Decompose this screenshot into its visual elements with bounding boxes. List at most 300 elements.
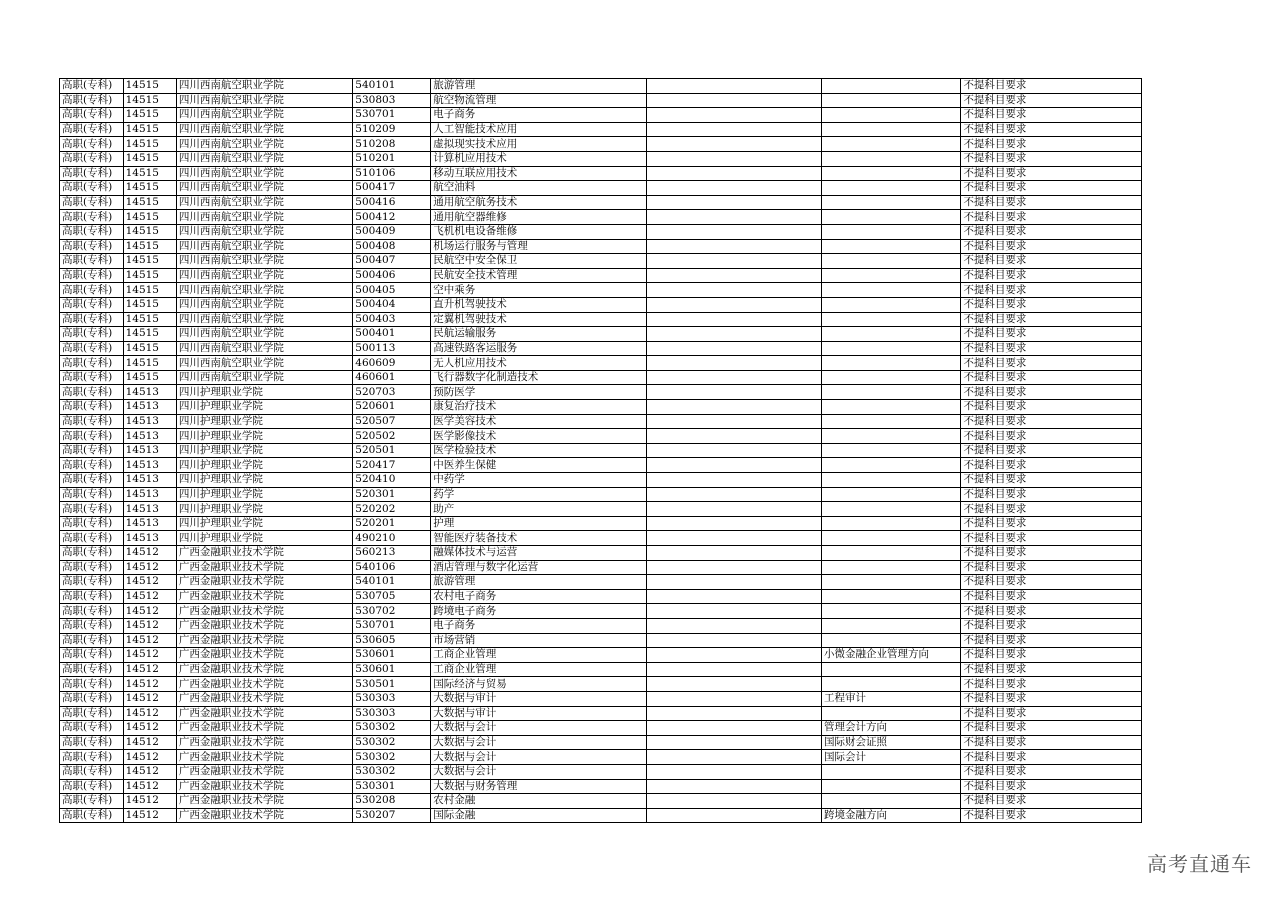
school-code-cell: 14512 <box>123 589 176 604</box>
direction-cell <box>821 210 960 225</box>
school-name-cell: 四川西南航空职业学院 <box>176 122 352 137</box>
school-name-cell: 四川西南航空职业学院 <box>176 181 352 196</box>
school-name-cell: 四川西南航空职业学院 <box>176 327 352 342</box>
major-name-cell: 大数据与审计 <box>431 691 646 706</box>
major-name-cell: 民航空中安全保卫 <box>431 254 646 269</box>
major-name-cell: 药学 <box>431 487 646 502</box>
school-code-cell: 14515 <box>123 341 176 356</box>
table-row <box>60 516 1142 531</box>
school-name-cell: 四川护理职业学院 <box>176 429 352 444</box>
remark-cell <box>646 735 821 750</box>
major-name-cell: 市场营销 <box>431 633 646 648</box>
table-row <box>60 108 1142 123</box>
school-name-cell: 四川西南航空职业学院 <box>176 79 352 94</box>
table-row <box>60 691 1142 706</box>
major-name-cell: 空中乘务 <box>431 283 646 298</box>
school-name-cell: 广西金融职业技术学院 <box>176 808 352 823</box>
remark-cell <box>646 195 821 210</box>
school-name-cell: 四川西南航空职业学院 <box>176 370 352 385</box>
school-code-cell: 14513 <box>123 516 176 531</box>
remark-cell <box>646 560 821 575</box>
direction-cell: 管理会计方向 <box>821 721 960 736</box>
subject-requirement-cell: 不提科目要求 <box>961 458 1142 473</box>
major-name-cell: 通用航空航务技术 <box>431 195 646 210</box>
direction-cell <box>821 560 960 575</box>
table-row <box>60 589 1142 604</box>
table-row <box>60 166 1142 181</box>
major-code-cell: 530303 <box>353 706 431 721</box>
major-name-cell: 智能医疗装备技术 <box>431 531 646 546</box>
remark-cell <box>646 473 821 488</box>
school-code-cell: 14512 <box>123 764 176 779</box>
school-code-cell: 14513 <box>123 473 176 488</box>
remark-cell <box>646 151 821 166</box>
remark-cell <box>646 224 821 239</box>
remark-cell <box>646 589 821 604</box>
subject-requirement-cell: 不提科目要求 <box>961 764 1142 779</box>
major-code-cell: 500412 <box>353 210 431 225</box>
remark-cell <box>646 502 821 517</box>
school-code-cell: 14512 <box>123 618 176 633</box>
table-row <box>60 794 1142 809</box>
level-cell: 高职(专科) <box>60 385 124 400</box>
subject-requirement-cell: 不提科目要求 <box>961 473 1142 488</box>
table-row <box>60 575 1142 590</box>
direction-cell <box>821 458 960 473</box>
remark-cell <box>646 648 821 663</box>
remark-cell <box>646 691 821 706</box>
direction-cell <box>821 151 960 166</box>
major-code-cell: 500401 <box>353 327 431 342</box>
school-code-cell: 14512 <box>123 677 176 692</box>
major-code-cell: 510106 <box>353 166 431 181</box>
direction-cell <box>821 370 960 385</box>
school-name-cell: 广西金融职业技术学院 <box>176 618 352 633</box>
subject-requirement-cell: 不提科目要求 <box>961 677 1142 692</box>
level-cell: 高职(专科) <box>60 764 124 779</box>
school-code-cell: 14515 <box>123 297 176 312</box>
major-code-cell: 530601 <box>353 648 431 663</box>
major-name-cell: 电子商务 <box>431 618 646 633</box>
major-name-cell: 通用航空器维修 <box>431 210 646 225</box>
level-cell: 高职(专科) <box>60 648 124 663</box>
major-code-cell: 500416 <box>353 195 431 210</box>
major-code-cell: 510201 <box>353 151 431 166</box>
major-name-cell: 跨境电子商务 <box>431 604 646 619</box>
remark-cell <box>646 575 821 590</box>
school-code-cell: 14513 <box>123 400 176 415</box>
direction-cell <box>821 546 960 561</box>
table-row <box>60 677 1142 692</box>
school-code-cell: 14512 <box>123 706 176 721</box>
level-cell: 高职(专科) <box>60 312 124 327</box>
subject-requirement-cell: 不提科目要求 <box>961 385 1142 400</box>
major-name-cell: 国际金融 <box>431 808 646 823</box>
table-row <box>60 268 1142 283</box>
major-code-cell: 520507 <box>353 414 431 429</box>
remark-cell <box>646 604 821 619</box>
direction-cell <box>821 589 960 604</box>
level-cell: 高职(专科) <box>60 604 124 619</box>
major-code-cell: 520601 <box>353 400 431 415</box>
school-code-cell: 14512 <box>123 648 176 663</box>
school-name-cell: 四川护理职业学院 <box>176 487 352 502</box>
remark-cell <box>646 239 821 254</box>
school-name-cell: 四川西南航空职业学院 <box>176 151 352 166</box>
subject-requirement-cell: 不提科目要求 <box>961 779 1142 794</box>
subject-requirement-cell: 不提科目要求 <box>961 618 1142 633</box>
school-code-cell: 14513 <box>123 531 176 546</box>
table-row <box>60 546 1142 561</box>
school-code-cell: 14512 <box>123 779 176 794</box>
major-name-cell: 酒店管理与数字化运营 <box>431 560 646 575</box>
major-name-cell: 航空油料 <box>431 181 646 196</box>
subject-requirement-cell: 不提科目要求 <box>961 239 1142 254</box>
school-name-cell: 广西金融职业技术学院 <box>176 560 352 575</box>
direction-cell <box>821 297 960 312</box>
school-name-cell: 广西金融职业技术学院 <box>176 721 352 736</box>
table-row <box>60 79 1142 94</box>
table-row <box>60 706 1142 721</box>
remark-cell <box>646 750 821 765</box>
subject-requirement-cell: 不提科目要求 <box>961 516 1142 531</box>
school-code-cell: 14515 <box>123 268 176 283</box>
level-cell: 高职(专科) <box>60 268 124 283</box>
direction-cell <box>821 575 960 590</box>
school-name-cell: 四川护理职业学院 <box>176 531 352 546</box>
remark-cell <box>646 458 821 473</box>
subject-requirement-cell: 不提科目要求 <box>961 137 1142 152</box>
table-row <box>60 429 1142 444</box>
subject-requirement-cell: 不提科目要求 <box>961 327 1142 342</box>
school-code-cell: 14512 <box>123 691 176 706</box>
table-row <box>60 779 1142 794</box>
table-row <box>60 735 1142 750</box>
subject-requirement-cell: 不提科目要求 <box>961 166 1142 181</box>
major-code-cell: 520201 <box>353 516 431 531</box>
table-row <box>60 195 1142 210</box>
remark-cell <box>646 137 821 152</box>
level-cell: 高职(专科) <box>60 429 124 444</box>
school-name-cell: 四川西南航空职业学院 <box>176 341 352 356</box>
school-name-cell: 四川西南航空职业学院 <box>176 239 352 254</box>
major-code-cell: 530705 <box>353 589 431 604</box>
school-code-cell: 14515 <box>123 210 176 225</box>
major-name-cell: 融媒体技术与运营 <box>431 546 646 561</box>
table-row <box>60 224 1142 239</box>
direction-cell: 跨境金融方向 <box>821 808 960 823</box>
school-code-cell: 14513 <box>123 458 176 473</box>
school-name-cell: 广西金融职业技术学院 <box>176 546 352 561</box>
direction-cell <box>821 327 960 342</box>
level-cell: 高职(专科) <box>60 662 124 677</box>
major-code-cell: 500417 <box>353 181 431 196</box>
major-name-cell: 国际经济与贸易 <box>431 677 646 692</box>
table-row <box>60 633 1142 648</box>
subject-requirement-cell: 不提科目要求 <box>961 662 1142 677</box>
major-name-cell: 工商企业管理 <box>431 648 646 663</box>
subject-requirement-cell: 不提科目要求 <box>961 706 1142 721</box>
table-row <box>60 414 1142 429</box>
level-cell: 高职(专科) <box>60 633 124 648</box>
school-name-cell: 广西金融职业技术学院 <box>176 648 352 663</box>
school-name-cell: 广西金融职业技术学院 <box>176 706 352 721</box>
major-code-cell: 500403 <box>353 312 431 327</box>
major-name-cell: 医学美容技术 <box>431 414 646 429</box>
remark-cell <box>646 327 821 342</box>
subject-requirement-cell: 不提科目要求 <box>961 575 1142 590</box>
remark-cell <box>646 166 821 181</box>
school-name-cell: 四川西南航空职业学院 <box>176 254 352 269</box>
subject-requirement-cell: 不提科目要求 <box>961 502 1142 517</box>
subject-requirement-cell: 不提科目要求 <box>961 79 1142 94</box>
major-code-cell: 530301 <box>353 779 431 794</box>
major-name-cell: 大数据与会计 <box>431 764 646 779</box>
table-row <box>60 618 1142 633</box>
subject-requirement-cell: 不提科目要求 <box>961 341 1142 356</box>
direction-cell <box>821 312 960 327</box>
table-row <box>60 604 1142 619</box>
level-cell: 高职(专科) <box>60 297 124 312</box>
remark-cell <box>646 794 821 809</box>
major-name-cell: 旅游管理 <box>431 575 646 590</box>
school-name-cell: 四川西南航空职业学院 <box>176 210 352 225</box>
direction-cell <box>821 502 960 517</box>
major-name-cell: 虚拟现实技术应用 <box>431 137 646 152</box>
subject-requirement-cell: 不提科目要求 <box>961 531 1142 546</box>
school-code-cell: 14515 <box>123 327 176 342</box>
subject-requirement-cell: 不提科目要求 <box>961 794 1142 809</box>
major-name-cell: 大数据与会计 <box>431 721 646 736</box>
school-code-cell: 14513 <box>123 429 176 444</box>
remark-cell <box>646 721 821 736</box>
direction-cell: 国际财会证照 <box>821 735 960 750</box>
subject-requirement-cell: 不提科目要求 <box>961 356 1142 371</box>
subject-requirement-cell: 不提科目要求 <box>961 93 1142 108</box>
direction-cell <box>821 239 960 254</box>
major-code-cell: 530803 <box>353 93 431 108</box>
level-cell: 高职(专科) <box>60 414 124 429</box>
school-name-cell: 广西金融职业技术学院 <box>176 604 352 619</box>
major-code-cell: 500405 <box>353 283 431 298</box>
school-code-cell: 14515 <box>123 166 176 181</box>
subject-requirement-cell: 不提科目要求 <box>961 312 1142 327</box>
level-cell: 高职(专科) <box>60 327 124 342</box>
major-code-cell: 500406 <box>353 268 431 283</box>
school-name-cell: 广西金融职业技术学院 <box>176 677 352 692</box>
subject-requirement-cell: 不提科目要求 <box>961 297 1142 312</box>
level-cell: 高职(专科) <box>60 224 124 239</box>
major-code-cell: 520502 <box>353 429 431 444</box>
remark-cell <box>646 531 821 546</box>
level-cell: 高职(专科) <box>60 575 124 590</box>
school-name-cell: 四川西南航空职业学院 <box>176 224 352 239</box>
school-name-cell: 四川西南航空职业学院 <box>176 166 352 181</box>
level-cell: 高职(专科) <box>60 93 124 108</box>
table-row <box>60 443 1142 458</box>
level-cell: 高职(专科) <box>60 691 124 706</box>
remark-cell <box>646 400 821 415</box>
school-name-cell: 四川西南航空职业学院 <box>176 297 352 312</box>
remark-cell <box>646 341 821 356</box>
major-name-cell: 助产 <box>431 502 646 517</box>
subject-requirement-cell: 不提科目要求 <box>961 487 1142 502</box>
school-code-cell: 14512 <box>123 750 176 765</box>
subject-requirement-cell: 不提科目要求 <box>961 268 1142 283</box>
table-row <box>60 370 1142 385</box>
direction-cell: 小微金融企业管理方向 <box>821 648 960 663</box>
level-cell: 高职(专科) <box>60 400 124 415</box>
remark-cell <box>646 283 821 298</box>
major-name-cell: 电子商务 <box>431 108 646 123</box>
level-cell: 高职(专科) <box>60 122 124 137</box>
direction-cell <box>821 166 960 181</box>
level-cell: 高职(专科) <box>60 356 124 371</box>
major-name-cell: 护理 <box>431 516 646 531</box>
level-cell: 高职(专科) <box>60 181 124 196</box>
school-name-cell: 四川护理职业学院 <box>176 502 352 517</box>
major-name-cell: 飞机机电设备维修 <box>431 224 646 239</box>
school-code-cell: 14515 <box>123 195 176 210</box>
major-name-cell: 飞行器数字化制造技术 <box>431 370 646 385</box>
remark-cell <box>646 385 821 400</box>
subject-requirement-cell: 不提科目要求 <box>961 808 1142 823</box>
subject-requirement-cell: 不提科目要求 <box>961 546 1142 561</box>
direction-cell <box>821 516 960 531</box>
major-name-cell: 人工智能技术应用 <box>431 122 646 137</box>
enrollment-table <box>59 78 1142 823</box>
major-name-cell: 预防医学 <box>431 385 646 400</box>
subject-requirement-cell: 不提科目要求 <box>961 604 1142 619</box>
direction-cell <box>821 764 960 779</box>
major-code-cell: 530701 <box>353 108 431 123</box>
direction-cell <box>821 268 960 283</box>
school-name-cell: 四川西南航空职业学院 <box>176 108 352 123</box>
school-code-cell: 14513 <box>123 385 176 400</box>
school-code-cell: 14515 <box>123 312 176 327</box>
major-name-cell: 医学检验技术 <box>431 443 646 458</box>
major-name-cell: 中药学 <box>431 473 646 488</box>
major-name-cell: 大数据与审计 <box>431 706 646 721</box>
school-name-cell: 四川护理职业学院 <box>176 414 352 429</box>
school-name-cell: 四川护理职业学院 <box>176 443 352 458</box>
school-code-cell: 14512 <box>123 662 176 677</box>
school-code-cell: 14515 <box>123 181 176 196</box>
major-code-cell: 540101 <box>353 575 431 590</box>
direction-cell <box>821 122 960 137</box>
subject-requirement-cell: 不提科目要求 <box>961 560 1142 575</box>
table-row <box>60 458 1142 473</box>
major-code-cell: 530302 <box>353 735 431 750</box>
table-row <box>60 327 1142 342</box>
school-code-cell: 14515 <box>123 239 176 254</box>
major-code-cell: 540106 <box>353 560 431 575</box>
major-code-cell: 500409 <box>353 224 431 239</box>
direction-cell <box>821 443 960 458</box>
remark-cell <box>646 706 821 721</box>
major-code-cell: 560213 <box>353 546 431 561</box>
level-cell: 高职(专科) <box>60 546 124 561</box>
direction-cell <box>821 108 960 123</box>
table-row <box>60 385 1142 400</box>
level-cell: 高职(专科) <box>60 473 124 488</box>
major-name-cell: 直升机驾驶技术 <box>431 297 646 312</box>
school-code-cell: 14515 <box>123 79 176 94</box>
direction-cell: 国际会计 <box>821 750 960 765</box>
major-name-cell: 旅游管理 <box>431 79 646 94</box>
school-name-cell: 四川西南航空职业学院 <box>176 312 352 327</box>
table-row <box>60 400 1142 415</box>
subject-requirement-cell: 不提科目要求 <box>961 429 1142 444</box>
direction-cell <box>821 662 960 677</box>
level-cell: 高职(专科) <box>60 254 124 269</box>
school-code-cell: 14512 <box>123 633 176 648</box>
school-code-cell: 14515 <box>123 108 176 123</box>
school-name-cell: 四川护理职业学院 <box>176 516 352 531</box>
subject-requirement-cell: 不提科目要求 <box>961 691 1142 706</box>
school-code-cell: 14512 <box>123 575 176 590</box>
table-row <box>60 239 1142 254</box>
school-name-cell: 广西金融职业技术学院 <box>176 662 352 677</box>
school-code-cell: 14512 <box>123 794 176 809</box>
major-name-cell: 民航运输服务 <box>431 327 646 342</box>
major-code-cell: 530501 <box>353 677 431 692</box>
table-row <box>60 210 1142 225</box>
school-name-cell: 广西金融职业技术学院 <box>176 735 352 750</box>
table-row <box>60 662 1142 677</box>
remark-cell <box>646 210 821 225</box>
direction-cell <box>821 414 960 429</box>
table-row <box>60 122 1142 137</box>
table-row <box>60 531 1142 546</box>
school-name-cell: 四川西南航空职业学院 <box>176 195 352 210</box>
level-cell: 高职(专科) <box>60 370 124 385</box>
table-row <box>60 356 1142 371</box>
subject-requirement-cell: 不提科目要求 <box>961 400 1142 415</box>
remark-cell <box>646 618 821 633</box>
major-code-cell: 500407 <box>353 254 431 269</box>
level-cell: 高职(专科) <box>60 721 124 736</box>
school-name-cell: 广西金融职业技术学院 <box>176 691 352 706</box>
major-name-cell: 航空物流管理 <box>431 93 646 108</box>
school-code-cell: 14512 <box>123 604 176 619</box>
level-cell: 高职(专科) <box>60 677 124 692</box>
table-row <box>60 283 1142 298</box>
remark-cell <box>646 79 821 94</box>
direction-cell: 工程审计 <box>821 691 960 706</box>
table-row <box>60 297 1142 312</box>
direction-cell <box>821 618 960 633</box>
school-code-cell: 14515 <box>123 137 176 152</box>
school-code-cell: 14513 <box>123 443 176 458</box>
major-code-cell: 530303 <box>353 691 431 706</box>
subject-requirement-cell: 不提科目要求 <box>961 721 1142 736</box>
school-name-cell: 四川西南航空职业学院 <box>176 268 352 283</box>
major-code-cell: 520410 <box>353 473 431 488</box>
table-body <box>60 79 1142 823</box>
school-name-cell: 广西金融职业技术学院 <box>176 750 352 765</box>
major-code-cell: 530601 <box>353 662 431 677</box>
direction-cell <box>821 706 960 721</box>
level-cell: 高职(专科) <box>60 502 124 517</box>
remark-cell <box>646 268 821 283</box>
level-cell: 高职(专科) <box>60 151 124 166</box>
major-code-cell: 510208 <box>353 137 431 152</box>
major-code-cell: 530302 <box>353 764 431 779</box>
school-name-cell: 四川护理职业学院 <box>176 458 352 473</box>
direction-cell <box>821 429 960 444</box>
major-name-cell: 大数据与会计 <box>431 735 646 750</box>
